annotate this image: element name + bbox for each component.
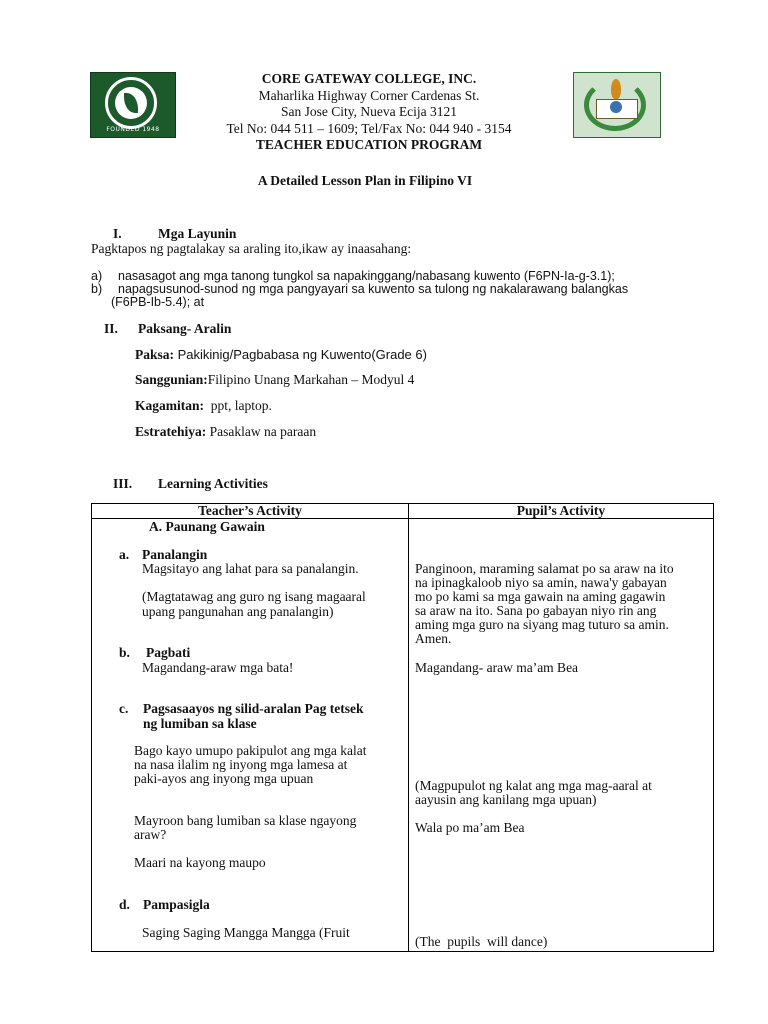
pupil-activity-header: Pupil’s Activity [409, 504, 714, 519]
section-2-number: II. [104, 321, 118, 336]
pupil-prayer-line-6: Amen. [415, 631, 452, 646]
learning-activities-table [91, 503, 714, 952]
program-name: TEACHER EDUCATION PROGRAM [255, 137, 483, 152]
pupil-prayer-line-3: mo po kami sa mga gawain na aming gagawin [415, 589, 666, 604]
item-b-greeting: Magandang-araw mga bata! [142, 660, 294, 675]
letterhead [180, 71, 558, 154]
pupil-cleanup-line-2: aayusin ang kanilang mga upuan) [415, 792, 597, 807]
item-d-title: Pampasigla [143, 897, 210, 912]
field-sanggunian-label: Sanggunian: [135, 372, 208, 387]
field-estratehiya-value: Pasaklaw na paraan [206, 424, 317, 439]
part-a-title: A. Paunang Gawain [149, 519, 265, 534]
pupil-prayer-line-1: Panginoon, maraming salamat po sa araw na ito [415, 561, 674, 576]
item-c-title-line-1: Pagsasaayos ng silid-aralan Pag tetsek [143, 701, 364, 716]
logo-founded-band: FOUNDED 1948 [106, 126, 160, 133]
item-a-instruction: Magsitayo ang lahat para sa panalangin. [142, 561, 359, 576]
objectives-intro: Pagktapos ng pagtalakay sa araling ito,ikaw ay inaasahang: [91, 241, 412, 256]
pupil-prayer-line-2: na ipinagkaloob niyo sa amin, nawa'y gabayan [415, 575, 667, 590]
section-1-title: Mga Layunin [158, 226, 237, 241]
college-logo-left [90, 72, 176, 138]
objective-b-text: napagsusunod-sunod ng mga pangyayari sa kuwento sa tulong ng nakalarawang balangkas [118, 282, 629, 296]
field-paksa-label: Paksa: [135, 347, 175, 362]
item-c-para2-line-1: Mayroon bang lumiban sa klase ngayong [134, 813, 357, 828]
item-d-marker: d. [119, 897, 130, 912]
item-a-note-line-1: (Magtatawag ang guro ng isang magaaral [142, 589, 366, 604]
torch-flame-icon [611, 79, 621, 99]
objective-a-text: nasasagot ang mga tanong tungkol sa napakinggang/nabasang kuwento (F6PN-Ia-g-3.1); [118, 269, 615, 283]
section-1-number: I. [113, 226, 122, 241]
address-line-2: San Jose City, Nueva Ecija 3121 [280, 104, 458, 119]
pupil-absent-answer: Wala po ma’am Bea [415, 820, 525, 835]
pupil-prayer-line-5: aming mga guro na siyang mag tuturo sa amin. [415, 617, 669, 632]
teacher-activity-cell [92, 519, 409, 952]
field-estratehiya-label: Estratehiya: [135, 424, 207, 439]
item-c-title-line-2: ng lumiban sa klase [143, 716, 257, 731]
pupil-activity-cell [409, 519, 714, 952]
objective-a-marker: a) [91, 269, 103, 283]
item-c-para1-line-2: na nasa ilalim ng inyong mga lamesa at [134, 757, 348, 772]
field-paksa-value: Pakikinig/Pagbabasa ng Kuwento(Grade 6) [174, 347, 427, 362]
objective-b-code: (F6PB-Ib-5.4); at [111, 295, 205, 309]
field-kagamitan [135, 398, 272, 414]
item-b-title: Pagbati [146, 645, 191, 660]
item-a-note-line-2: upang pangunahan ang panalangin) [142, 604, 334, 619]
field-kagamitan-value: ppt, laptop. [204, 398, 272, 413]
address-line-1: Maharlika Highway Corner Cardenas St. [258, 87, 480, 103]
item-d-song: Saging Saging Mangga Mangga (Fruit [142, 925, 350, 940]
pupil-prayer-line-4: sa araw na ito. Sana po gabayan niyo rin ang [415, 603, 657, 618]
pupil-greeting: Magandang- araw ma’am Bea [415, 660, 579, 675]
section-3-number: III. [113, 476, 133, 491]
item-c-para2-line-2: araw? [134, 827, 167, 842]
item-a-title: Panalangin [142, 547, 208, 562]
field-estratehiya [135, 424, 316, 440]
field-paksa [135, 347, 427, 363]
item-c-para1-line-3: paki-ayos ang inyong mga upuan [134, 771, 314, 786]
item-c-para1-line-1: Bago kayo umupo pakipulot ang mga kalat [134, 743, 367, 758]
field-sanggunian [135, 372, 414, 388]
item-b-marker: b. [119, 645, 130, 660]
program-seal-right [573, 72, 661, 138]
objective-b-marker: b) [91, 282, 103, 296]
item-a-marker: a. [119, 547, 130, 562]
field-kagamitan-label: Kagamitan: [135, 398, 204, 413]
section-2-title: Paksang- Aralin [138, 321, 232, 336]
item-c-marker: c. [119, 701, 129, 716]
field-sanggunian-value: Filipino Unang Markahan – Modyul 4 [207, 372, 415, 387]
college-name: CORE GATEWAY COLLEGE, INC. [261, 71, 477, 86]
pupil-cleanup-line-1: (Magpupulot ng kalat ang mga mag-aaral at [415, 778, 652, 793]
lesson-title: A Detailed Lesson Plan in Filipino VI [257, 173, 473, 188]
item-c-para3: Maari na kayong maupo [134, 855, 266, 870]
globe-icon [610, 101, 622, 113]
pupil-dance: (The pupils will dance) [415, 934, 548, 949]
telephone-line: Tel No: 044 511 – 1609; Tel/Fax No: 044 940 - 3154 [226, 120, 512, 136]
section-3-title: Learning Activities [158, 476, 268, 491]
teacher-activity-header: Teacher’s Activity [92, 504, 409, 519]
